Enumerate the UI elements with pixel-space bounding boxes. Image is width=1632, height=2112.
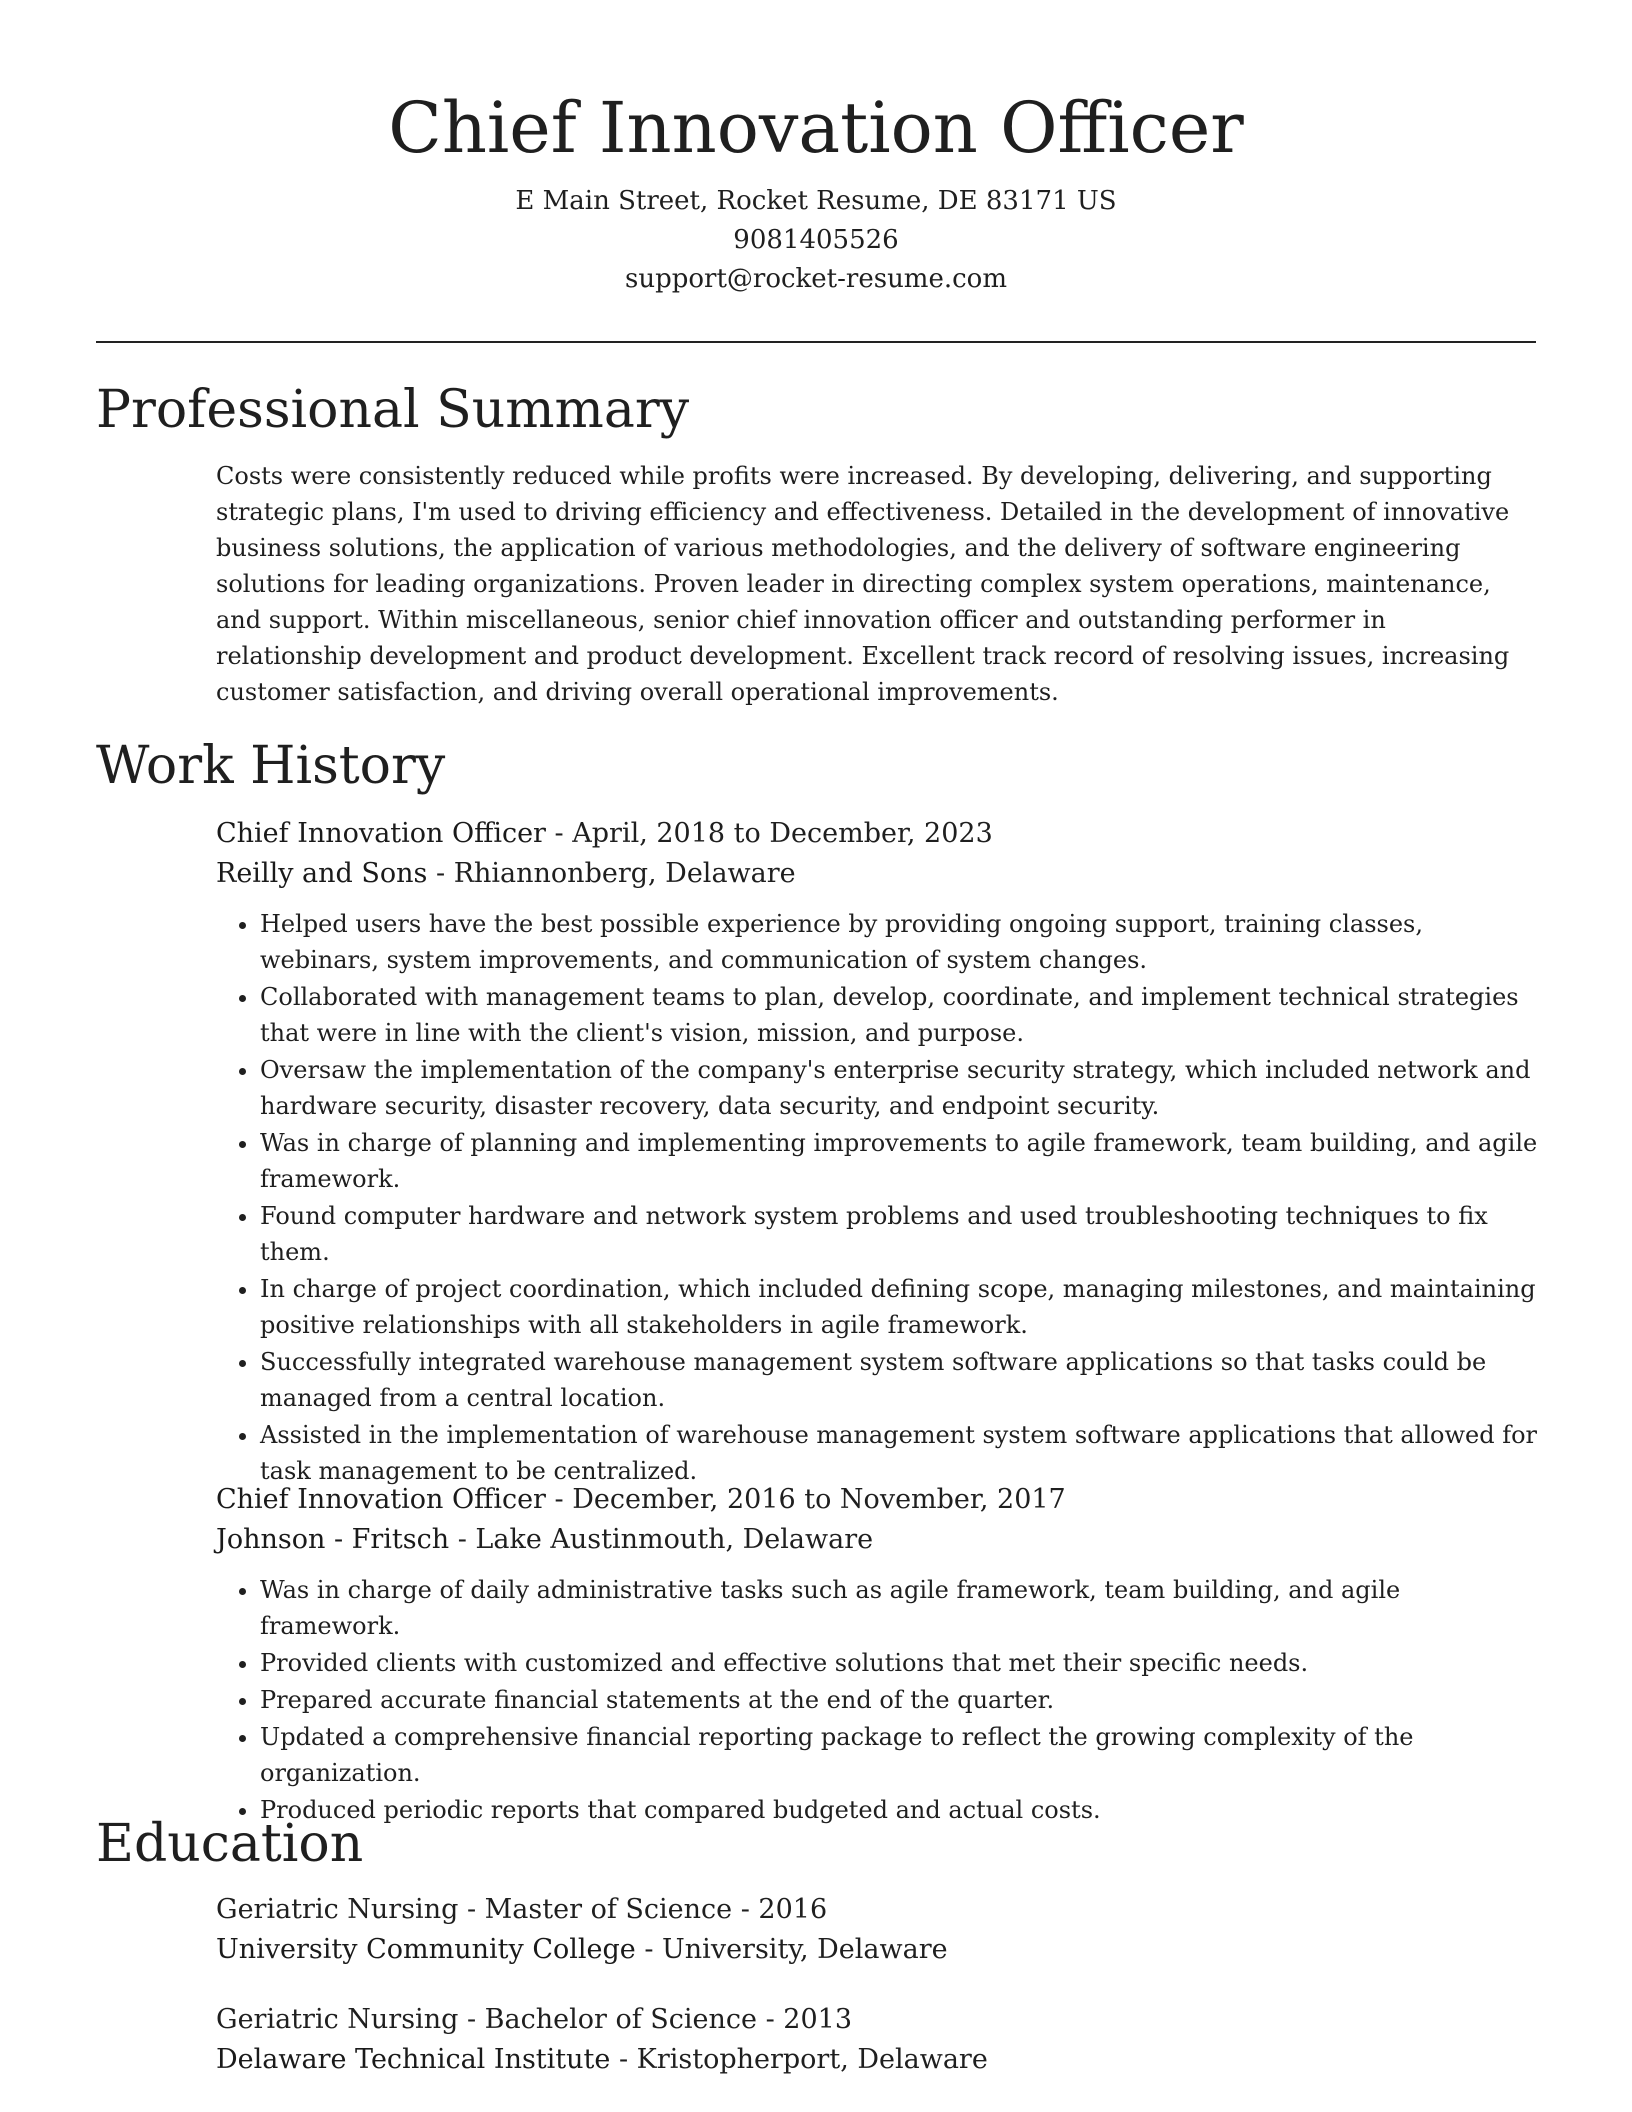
job-dates: - December, 2016 to November, 2017 [545, 1484, 1066, 1515]
job-bullet: • Oversaw the implementation of the company's enterprise security strategy, which included network and hardware security, disaster recovery, data security, and endpoint security. [260, 1052, 1538, 1124]
education-school: Delaware Technical Institute [216, 2044, 611, 2075]
contact-address: E Main Street, Rocket Resume, DE 83171 US [515, 186, 1117, 216]
job-bullet: • Found computer hardware and network system problems and used troubleshooting techniques to fix them. [260, 1198, 1538, 1270]
job-bullets [216, 1572, 1538, 1828]
job-bullet: • Helped users have the best possible experience by providing ongoing support, training classes, webinars, system improvements, and communication of system changes. [260, 906, 1538, 978]
job-dates: - April, 2018 to December, 2023 [545, 818, 993, 849]
contact-email: support@rocket-resume.com [624, 264, 1007, 294]
summary-heading: Professional Summary [96, 380, 690, 440]
job-bullet: • Was in charge of planning and implementing improvements to agile framework, team building, and agile framework. [260, 1125, 1538, 1197]
education-heading: Education [96, 1814, 364, 1874]
education-entry [216, 2000, 1538, 2080]
job-entry [216, 814, 1538, 1490]
job-location: - Rhiannonberg, Delaware [427, 858, 796, 889]
job-bullet: • In charge of project coordination, which included defining scope, managing milestones, and maintaining positive relationships with all stakeholders in agile framework. [260, 1271, 1538, 1343]
contact-phone: 9081405526 [733, 225, 899, 255]
job-bullet: • Successfully integrated warehouse management system software applications so that tasks could be managed from a central location. [260, 1344, 1538, 1416]
job-bullets [216, 906, 1538, 1489]
education-entry [216, 1890, 1538, 1970]
job-bullet: • Updated a comprehensive financial reporting package to reflect the growing complexity of the organization. [260, 1719, 1538, 1791]
job-company: Johnson - Fritsch [216, 1524, 450, 1555]
summary-section [216, 458, 1538, 710]
job-company: Reilly and Sons [216, 858, 428, 889]
job-bullet: • Produced periodic reports that compared budgeted and actual costs. [260, 1792, 1538, 1828]
job-title-line [216, 814, 1538, 854]
job-bullet: • Assisted in the implementation of warehouse management system software applications that allowed for task management to be centralized. [260, 1417, 1538, 1489]
job-title-line [216, 1480, 1538, 1520]
header-divider [96, 341, 1536, 343]
job-role: Chief Innovation Officer [216, 1484, 546, 1515]
job-company-line [216, 854, 1538, 894]
job-role: Chief Innovation Officer [216, 818, 546, 849]
education-school-line [216, 2040, 1538, 2080]
education-school-line [216, 1930, 1538, 1970]
job-bullet: • Prepared accurate financial statements at the end of the quarter. [260, 1682, 1538, 1718]
job-company-line [216, 1520, 1538, 1560]
contact-block [96, 182, 1536, 299]
job-bullet: • Collaborated with management teams to plan, develop, coordinate, and implement technical strategies that were in line with the client's vision, mission, and purpose. [260, 979, 1538, 1051]
work-history-heading: Work History [96, 736, 446, 796]
resume-name: Chief Innovation Officer [388, 87, 1244, 169]
education-location: - Kristopherport, Delaware [610, 2044, 988, 2075]
job-bullet: • Provided clients with customized and effective solutions that met their specific needs. [260, 1645, 1538, 1681]
job-bullet: • Was in charge of daily administrative tasks such as agile framework, team building, and agile framework. [260, 1572, 1538, 1644]
summary-text: Costs were consistently reduced while profits were increased. By developing, delivering, and supporting strategic plans, I'm used to driving efficiency and effectiveness. Detailed in the development of innovative business solutions, the application of various methodologies, and the delivery of software engineering solutions for leading organizations. Proven leader in directing complex system operations, maintenance, and support. Within miscellaneous, senior chief innovation officer and outstanding performer in relationship development and product development. Excellent track record of resolving issues, increasing customer satisfaction, and driving overall operational improvements. [216, 462, 1510, 706]
education-location: - University, Delaware [635, 1934, 948, 1965]
education-degree-line: Geriatric Nursing - Master of Science - 2016 [216, 1894, 828, 1925]
education-school: University Community College [216, 1934, 636, 1965]
job-location: - Lake Austinmouth, Delaware [449, 1524, 874, 1555]
job-entry [216, 1480, 1538, 1829]
education-degree-line: Geriatric Nursing - Bachelor of Science - 2013 [216, 2004, 853, 2035]
resume-header [96, 82, 1536, 299]
